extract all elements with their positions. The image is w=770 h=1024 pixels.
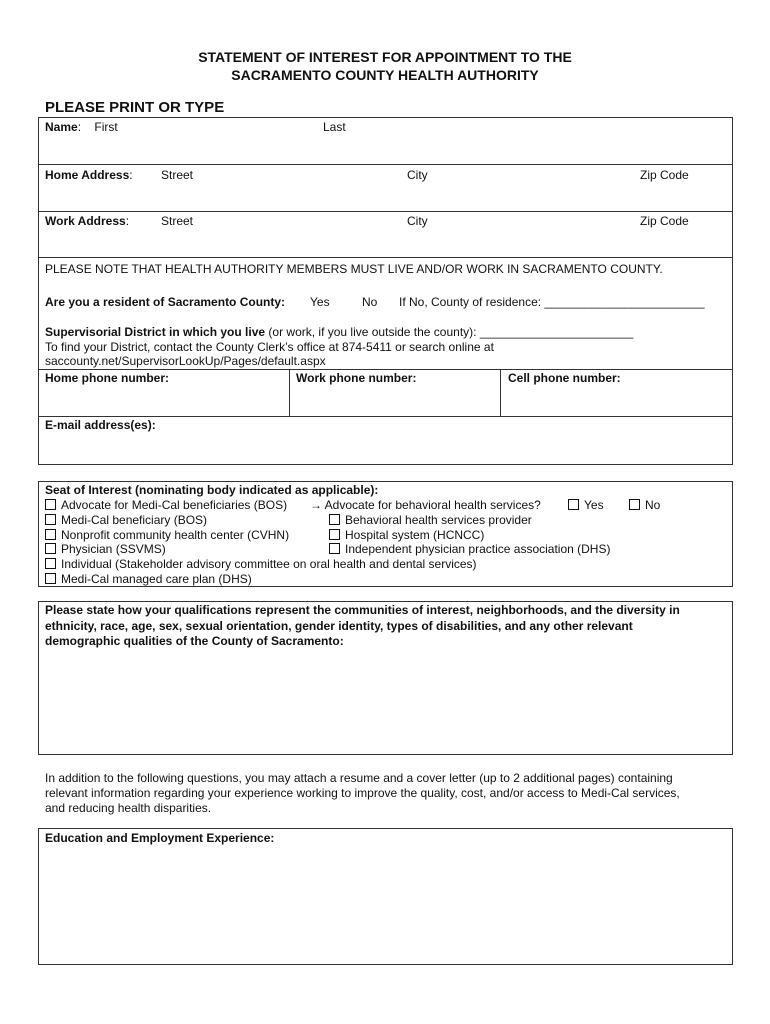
- last-name-label[interactable]: Last: [323, 120, 346, 134]
- seat-option-label: Nonprofit community health center (CVHN): [61, 528, 290, 542]
- residency-notice: PLEASE NOTE THAT HEALTH AUTHORITY MEMBERS MUST LIVE AND/OR WORK IN SACRAMENTO COUNTY.: [45, 262, 663, 276]
- attachment-note-line3: and reducing health disparities.: [45, 801, 212, 815]
- county-of-residence-field[interactable]: If No, County of residence: ________________________: [399, 295, 705, 309]
- home-address-label: Home Address: [45, 168, 130, 182]
- behavioral-no-label: No: [645, 498, 661, 512]
- home-city-label: City: [407, 168, 428, 182]
- behavioral-yes-label: Yes: [584, 498, 604, 512]
- district-help-text: To find your District, contact the County Clerk’s office at 874-5411 or search online at: [45, 340, 494, 354]
- work-street-label: Street: [161, 214, 194, 228]
- form-title-line1: STATEMENT OF INTEREST FOR APPOINTMENT TO THE: [198, 49, 572, 65]
- divider: [38, 369, 733, 370]
- seat-option[interactable]: [45, 557, 477, 572]
- work-zip-label: Zip Code: [640, 214, 689, 228]
- divider: [500, 369, 501, 416]
- checkbox[interactable]: [329, 543, 340, 554]
- work-address-label: Work Address: [45, 214, 126, 228]
- checkbox[interactable]: [45, 499, 56, 510]
- applicant-info-box: [38, 117, 733, 465]
- divider: [289, 369, 290, 416]
- seat-option[interactable]: [329, 542, 610, 557]
- first-name-label: First: [94, 120, 118, 134]
- district-label-rest: (or work, if you live outside the county): _______________________: [265, 325, 634, 339]
- checkbox[interactable]: [45, 514, 56, 525]
- checkbox[interactable]: [45, 573, 56, 584]
- seat-option[interactable]: [329, 528, 484, 543]
- checkbox[interactable]: [45, 558, 56, 569]
- resident-yes-option[interactable]: Yes: [310, 295, 330, 309]
- seat-option-label: Independent physician practice association (DHS): [345, 542, 611, 556]
- home-address-field[interactable]: [45, 168, 133, 182]
- resident-no-option[interactable]: No: [362, 295, 378, 309]
- name-label: Name: [45, 120, 78, 134]
- behavioral-health-question-label: Advocate for behavioral health services?: [324, 498, 541, 512]
- checkbox[interactable]: [329, 514, 340, 525]
- seat-option-label: Hospital system (HCNCC): [345, 528, 485, 542]
- seat-option-label: Individual (Stakeholder advisory committee on oral health and dental services): [61, 557, 477, 571]
- qualifications-prompt-line2: ethnicity, race, age, sex, sexual orientation, gender identity, types of disabilities, and any other relevant: [45, 619, 633, 633]
- attachment-note-line1: In addition to the following questions, you may attach a resume and a cover letter (up to 2 additional pages) containing: [45, 771, 673, 785]
- qualifications-prompt-line3: demographic qualities of the County of Sacramento:: [45, 634, 344, 648]
- seat-option[interactable]: [45, 572, 252, 587]
- email-label[interactable]: E-mail address(es):: [45, 418, 156, 432]
- seat-option-label: Behavioral health services provider: [345, 513, 532, 527]
- home-phone-label[interactable]: Home phone number:: [45, 371, 170, 385]
- seat-option[interactable]: [45, 498, 287, 513]
- name-field[interactable]: [45, 120, 118, 134]
- arrow-right-icon: →: [310, 498, 322, 512]
- seat-option[interactable]: [329, 513, 532, 528]
- seat-option-label: Physician (SSVMS): [61, 542, 166, 556]
- cell-phone-label[interactable]: Cell phone number:: [508, 371, 621, 385]
- district-field[interactable]: [45, 325, 633, 339]
- home-zip-label: Zip Code: [640, 168, 689, 182]
- divider: [38, 164, 733, 165]
- checkbox[interactable]: [45, 529, 56, 540]
- attachment-note-line2: relevant information regarding your experience working to improve the quality, cost, and/or access to Medi-Cal services,: [45, 786, 680, 800]
- education-label: Education and Employment Experience:: [45, 831, 275, 845]
- form-title-line2: SACRAMENTO COUNTY HEALTH AUTHORITY: [231, 67, 539, 83]
- divider: [38, 257, 733, 258]
- checkbox[interactable]: [329, 529, 340, 540]
- resident-question: Are you a resident of Sacramento County:: [45, 295, 286, 309]
- education-box[interactable]: [38, 828, 733, 965]
- seat-option-label: Medi-Cal managed care plan (DHS): [61, 572, 252, 586]
- behavioral-no-option[interactable]: [629, 498, 660, 513]
- work-address-field[interactable]: [45, 214, 129, 228]
- seat-option[interactable]: [45, 528, 289, 543]
- seat-option[interactable]: [45, 513, 207, 528]
- home-street-label: Street: [161, 168, 194, 182]
- district-label: Supervisorial District in which you live: [45, 325, 266, 339]
- work-phone-label[interactable]: Work phone number:: [296, 371, 417, 385]
- divider: [38, 211, 733, 212]
- behavioral-yes-option[interactable]: [568, 498, 604, 513]
- print-instruction: PLEASE PRINT OR TYPE: [45, 99, 225, 116]
- qualifications-prompt-line1: Please state how your qualifications represent the communities of interest, neighborhoods, and the diversity in: [45, 603, 680, 617]
- work-city-label: City: [407, 214, 428, 228]
- seat-heading: Seat of Interest (nominating body indicated as applicable):: [45, 483, 379, 497]
- home-address-colon: :: [129, 168, 133, 182]
- divider: [38, 416, 733, 417]
- seat-option-label: Medi-Cal beneficiary (BOS): [61, 513, 208, 527]
- district-lookup-url: saccounty.net/SupervisorLookUp/Pages/default.aspx: [45, 354, 326, 368]
- behavioral-health-question: [310, 498, 541, 513]
- checkbox[interactable]: [45, 543, 56, 554]
- seat-option-label: Advocate for Medi-Cal beneficiaries (BOS): [61, 498, 288, 512]
- work-address-colon: :: [125, 214, 130, 228]
- seat-option[interactable]: [45, 542, 166, 557]
- checkbox[interactable]: [568, 499, 579, 510]
- name-colon: :: [77, 120, 82, 134]
- checkbox[interactable]: [629, 499, 640, 510]
